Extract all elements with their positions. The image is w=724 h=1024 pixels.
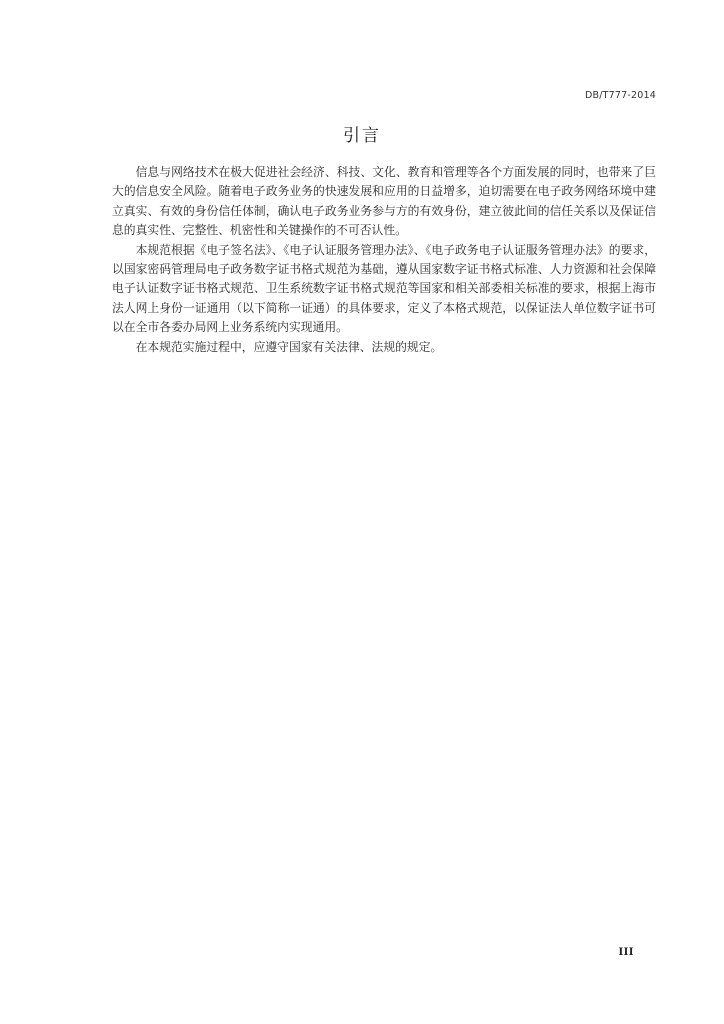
- body-text: [112, 163, 656, 357]
- page-number: III: [618, 947, 634, 958]
- paragraph-2: 本规范根据《电子签名法》、《电子认证服务管理办法》、《电子政务电子认证服务管理办法》的要求，以国家密码管理局电子政务数字证书格式规范为基础，遵从国家数字证书格式标准、人力资源和社会保障电子认证数字证书格式规范、卫生系统数字证书格式规范等国家和相关部委相关标准的要求，根据上海市法人网上身份一证通用（以下简称一证通）的具体要求，定义了本格式规范，以保证法人单位数字证书可以在全市各委办局网上业务系统内实现通用。: [112, 242, 656, 335]
- paragraph-3: 在本规范实施过程中，应遵守国家有关法律、法规的规定。: [135, 339, 443, 354]
- paragraph-1: 信息与网络技术在极大促进社会经济、科技、文化、教育和管理等各个方面发展的同时，也带来了巨大的信息安全风险。随着电子政务业务的快速发展和应用的日益增多，迫切需要在电子政务网络环境中建立真实、有效的身份信任体制，确认电子政务业务参与方的有效身份，建立彼此间的信任关系以及保证信息的真实性、完整性、机密性和关键操作的不可否认性。: [112, 165, 656, 238]
- document-code: DB/T777-2014: [585, 90, 656, 101]
- page-title: 引言: [343, 126, 381, 146]
